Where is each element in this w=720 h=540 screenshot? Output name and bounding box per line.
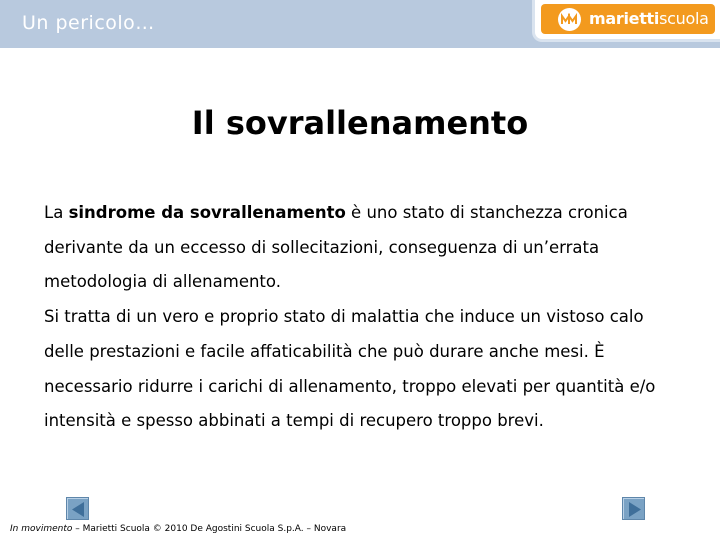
paragraph-lead: La — [44, 203, 69, 222]
paragraph-definition — [44, 196, 684, 300]
marietti-logo-icon — [557, 7, 582, 32]
header-bar — [0, 0, 720, 48]
logo-brand-bold: marietti — [589, 9, 660, 28]
previous-slide-button[interactable] — [66, 497, 89, 520]
section-title: Un pericolo… — [22, 12, 155, 34]
logo-wordmark — [589, 9, 709, 28]
slide-body — [44, 196, 684, 439]
logo-brand-light: scuola — [659, 9, 709, 28]
footer-rest: – Marietti Scuola © 2010 De Agostini Scuola S.p.A. – Novara — [72, 524, 347, 534]
footer-copyright — [10, 524, 346, 534]
key-term: sindrome da sovrallenamento — [68, 203, 346, 222]
footer-book-title: In movimento — [10, 524, 73, 534]
publisher-logo — [532, 0, 720, 42]
paragraph-explanation: Si tratta di un vero e proprio stato di malattia che induce un vistoso calo delle prestazioni e facile affaticabilità che può durare anche mesi. È necessario ridurre i carichi di allenamento, troppo elevati per quantità e/o intensità e spesso abbinati a tempi di recupero troppo brevi. — [44, 307, 656, 431]
slide-title: Il sovrallenamento — [191, 104, 529, 142]
triangle-left-icon — [67, 498, 90, 521]
triangle-right-icon — [623, 498, 646, 521]
next-slide-button[interactable] — [622, 497, 645, 520]
logo-badge — [541, 4, 715, 34]
paragraph-rest: è uno stato di stanchezza cronica derivante da un eccesso di sollecitazioni, conseguenza di un’errata metodologia di allenamento. — [44, 203, 628, 292]
